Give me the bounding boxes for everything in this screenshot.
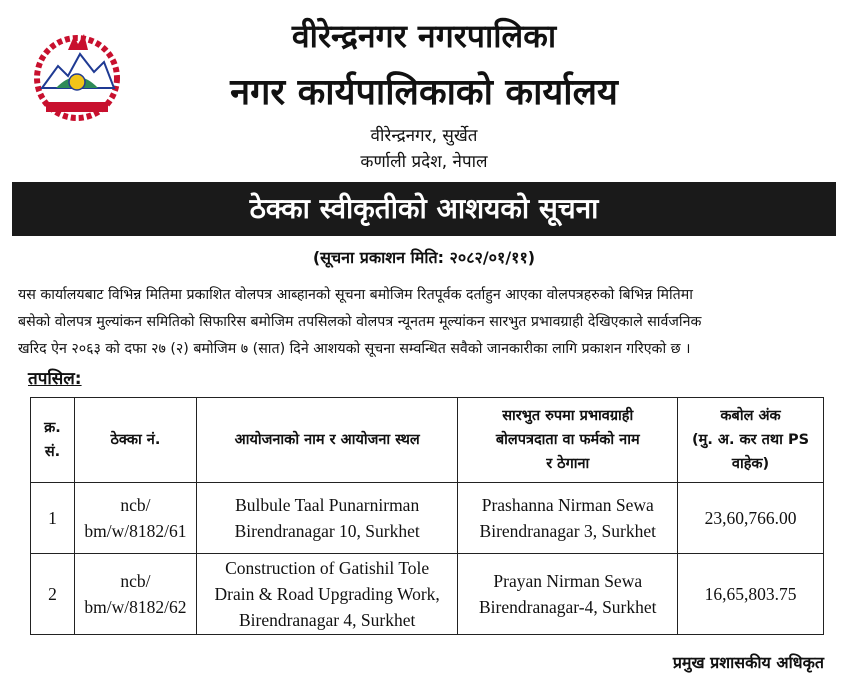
notice-body-line: खरिद ऐन २०६३ को दफा २७ (२) बमोजिम ७ (सात) दिने आशयको सूचना सम्वन्धित सवैको जानकारीका लागि प्रकाशन गरिएको छ । [18,341,691,357]
publish-date: (सूचना प्रकाशन मिति: २०८२/०१/११) [312,248,536,267]
header-amount-line: (मु. अ. कर तथा PS [692,432,810,448]
cell-line: Birendranagar 4, Surkhet [238,610,416,630]
municipality-name: वीरेन्द्रनगर नगरपालिका [291,17,557,55]
cell-bidder [458,554,678,635]
cell-line: Prashanna Nirman Sewa [481,495,654,515]
cell-line: Birendranagar-4, Surkhet [479,597,657,617]
header-amount-line: कबोल अंक [720,408,781,424]
office-location: वीरेन्द्रनगर, सुर्खेत [370,126,478,146]
cell-project [196,554,458,635]
header-sn [31,398,75,483]
table-row [31,554,824,635]
cell-amount: 23,60,766.00 [678,483,824,554]
cell-line: ncb/ [120,495,151,515]
cell-line: Drain & Road Upgrading Work, [214,584,440,604]
cell-contract-no [74,554,196,635]
header-amount [678,398,824,483]
header-bidder-line: बोलपत्रदाता वा फर्मको नाम [495,432,640,448]
cell-line: Birendranagar 3, Surkhet [479,521,656,541]
signatory-title: प्रमुख प्रशासकीय अधिकृत [672,653,824,672]
cell-project [196,483,458,554]
notice-body [18,282,830,363]
notice-body-line: बसेको वोलपत्र मुल्यांकन समितिको सिफारिस बमोजिम तपसिलको वोलपत्र न्यूनतम मूल्यांकन सारभुत प्रभावग्राही देखिएकाले सार्वजनिक [18,314,702,330]
header-bidder-line: र ठेगाना [546,456,590,472]
notice-title-banner: ठेक्का स्वीकृतीको आशयको सूचना [12,182,836,236]
header-amount-line: वाहेक) [731,456,770,472]
cell-bidder [458,483,678,554]
header-bidder-line: सारभुत रुपमा प्रभावग्राही [502,408,634,424]
cell-line: Bulbule Taal Punarnirman [235,495,420,515]
table-row [31,483,824,554]
cell-sn: 1 [31,483,75,554]
header-contract-no: ठेक्का नं. [74,398,196,483]
cell-line: bm/w/8182/62 [84,597,187,617]
cell-amount: 16,65,803.75 [678,554,824,635]
contract-table [30,397,824,635]
cell-line: Birendranagar 10, Surkhet [234,521,420,541]
table-header-row [31,398,824,483]
cell-line: bm/w/8182/61 [84,521,187,541]
header-sn-line: सं. [44,444,61,460]
cell-line: ncb/ [120,571,151,591]
notice-body-line: यस कार्यालयबाट विभिन्न मितिमा प्रकाशित वोलपत्र आब्हानको सूचना बमोजिम रितपूर्वक दर्ताहुन आएका वोलपत्रहरुको बिभिन्न मितिमा [18,287,693,303]
header-project: आयोजनाको नाम र आयोजना स्थल [196,398,458,483]
cell-contract-no [74,483,196,554]
office-province: कर्णाली प्रदेश, नेपाल [360,152,488,172]
detail-label: तपसिल: [28,369,82,389]
office-name: नगर कार्यपालिकाको कार्यालय [230,72,618,113]
header-bidder [458,398,678,483]
header-sn-line: क्र. [44,420,61,436]
cell-sn: 2 [31,554,75,635]
cell-line: Construction of Gatishil Tole [225,558,430,578]
cell-line: Prayan Nirman Sewa [493,571,643,591]
